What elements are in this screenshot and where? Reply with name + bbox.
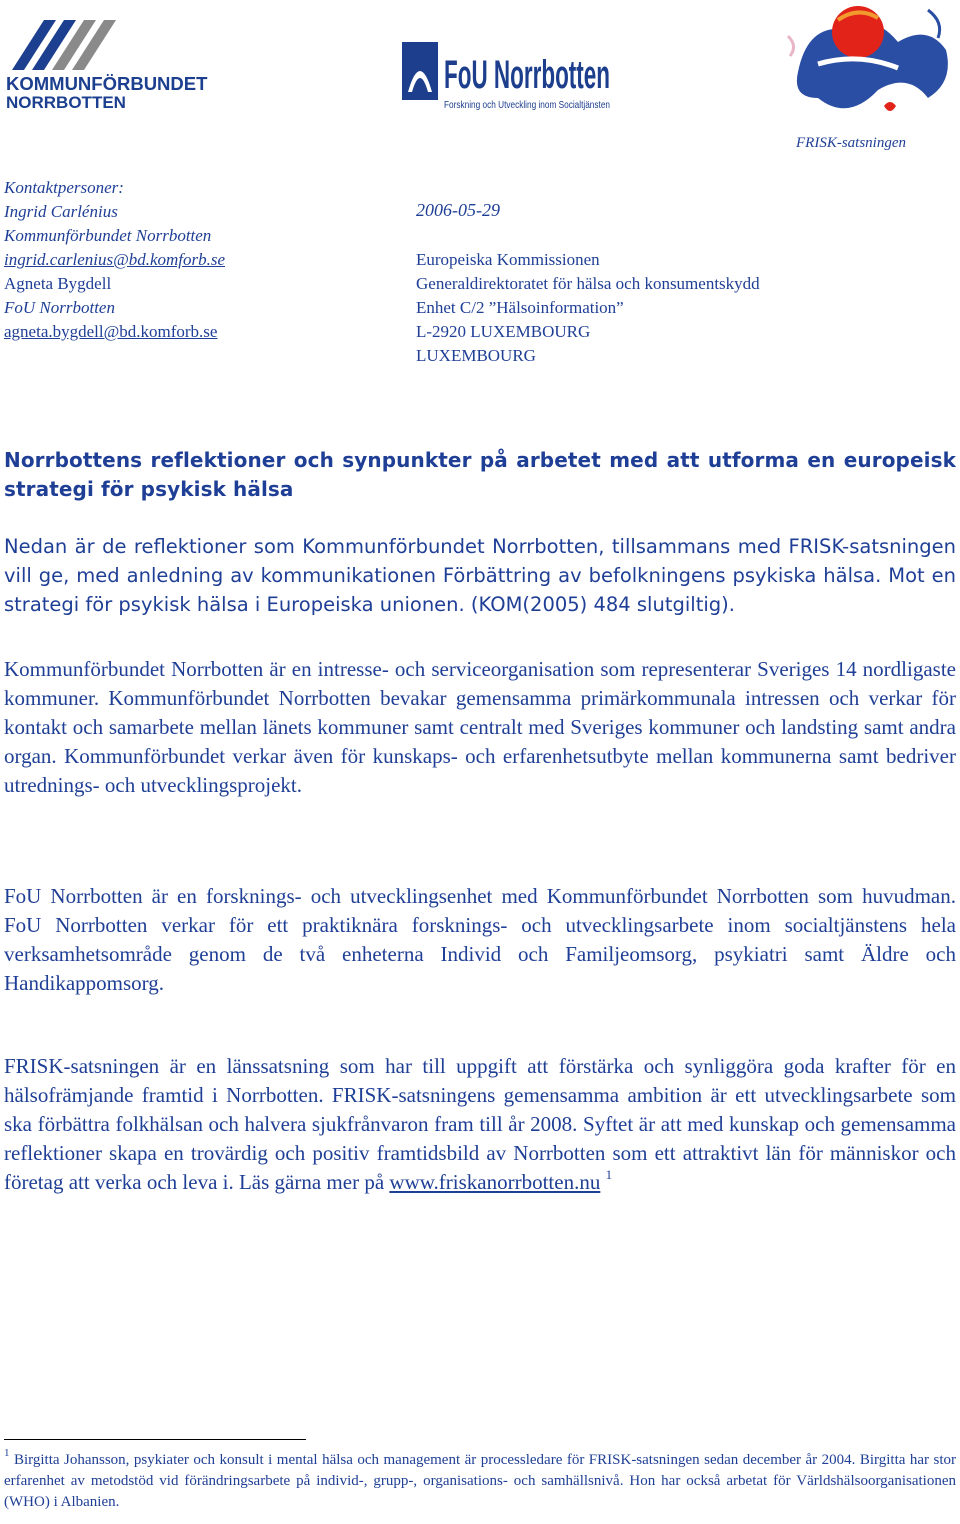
paragraph-fou: FoU Norrbotten är en forsknings- och utvecklingsenhet med Kommunförbundet Norrbotten som huvudman. FoU Norrbotten verkar för ett praktiknära forsknings- och utvecklingsarbete inom socialtjänstens hela verksamhetsområde genom de två enheterna Individ och Familjeomsorg, psykiatri samt Äldre och Handikappomsorg. [4,884,956,995]
contacts-heading: Kontaktpersoner: [4,178,124,197]
footnote-ref[interactable]: 1 [605,1167,613,1182]
fou-norrbotten-logo [400,40,615,115]
footnote-text: Birgitta Johansson, psykiater och konsult i mental hälsa och management är processledare för FRISK-satsningen sedan december år 2004. Birgitta har stor erfarenhet av metodstöd vid förändringsarbete på individ-, grupp-, organisations- och samhällsnivå. Hon har också arbetat för Världshälsoorganisationen (WHO) i Albanien. [4,1452,957,1510]
contact1-email-link[interactable]: ingrid.carlenius@bd.komforb.se [4,250,226,269]
recipient-line5: LUXEMBOURG [416,346,536,365]
kommunforbundet-emblem-icon [4,18,214,113]
recipient-address [416,248,760,368]
footnote-marker: 1 [4,1447,10,1459]
recipient-line4: L-2920 LUXEMBOURG [416,322,591,341]
recipient-line2: Generaldirektoratet för hälsa och konsumentskydd [416,274,760,293]
contact2-name: Agneta Bygdell [4,274,112,293]
frisk-website-link[interactable]: www.friskanorrbotten.nu [389,1170,601,1194]
kommunforbundet-logo-line2: NORRBOTTEN [6,93,126,112]
recipient-line1: Europeiska Kommissionen [416,250,600,269]
contact1-org: Kommunförbundet Norrbotten [4,226,212,245]
kommunforbundet-logo [4,18,214,113]
kommunforbundet-logo-line1: KOMMUNFÖRBUNDET [6,73,208,94]
paragraph-intro: Nedan är de reflektioner som Kommunförbundet Norrbotten, tillsammans med FRISK-satsningen vill ge, med anledning av kommunikationen Förbättring av befolkningens psykiska hälsa. Mot en strategi för psykisk hälsa i Europeiska unionen. (KOM(2005) 484 slutgiltig). [4,535,956,616]
fou-logo-name: FoU Norrbotten [444,53,610,97]
frisk-caption: FRISK-satsningen [796,135,906,151]
fou-emblem-icon [400,40,615,115]
contact-block [4,176,225,344]
frisk-logo [778,2,956,134]
footnote-separator [4,1439,306,1440]
paragraph-frisk-text: FRISK-satsningen är en länssatsning som har till uppgift att förstärka och synliggöra goda krafter för en hälsofrämjande framtid i Norrbotten. FRISK-satsningens gemensamma ambition är ett utvecklingsarbete som ska förbättra folkhälsan och halvera sjukfrånvaron fram till år 2008. Syftet är att med kunskap och gemensamma reflektioner skapa en trovärdig och positiv framtidsbild av Norrbotten som ett attraktivt län för människor och företag att verka och leva i. Läs gärna mer på [4,1054,956,1194]
document-title: Norrbottens reflektioner och synpunkter på arbetet med att utforma en europeisk strategi för psykisk hälsa [4,448,956,501]
contact1-name: Ingrid Carlénius [4,202,118,221]
paragraph-kommunforbundet: Kommunförbundet Norrbotten är en intresse- och serviceorganisation som representerar Sveriges 14 nordligaste kommuner. Kommunförbundet Norrbotten bevakar gemensamma primärkommunala intressen och verkar för kontakt och samarbete mellan länets kommuner samt centralt med Sveriges kommuner och landsting samt andra organ. Kommunförbundet verkar även för kunskaps- och erfarenhetsutbyte mellan kommunerna samt bedriver utrednings- och utvecklingsprojekt. [4,657,956,797]
letter-date: 2006-05-29 [416,200,500,220]
fou-logo-tagline: Forskning och Utveckling inom Socialtjänsten [444,100,610,111]
contact2-email-link[interactable]: agneta.bygdell@bd.komforb.se [4,322,218,341]
contact2-org: FoU Norrbotten [4,298,115,317]
footnote [4,1447,957,1513]
paragraph-frisk [4,1052,956,1197]
frisk-figure-icon [778,2,956,134]
recipient-line3: Enhet C/2 ”Hälsoinformation” [416,298,624,317]
